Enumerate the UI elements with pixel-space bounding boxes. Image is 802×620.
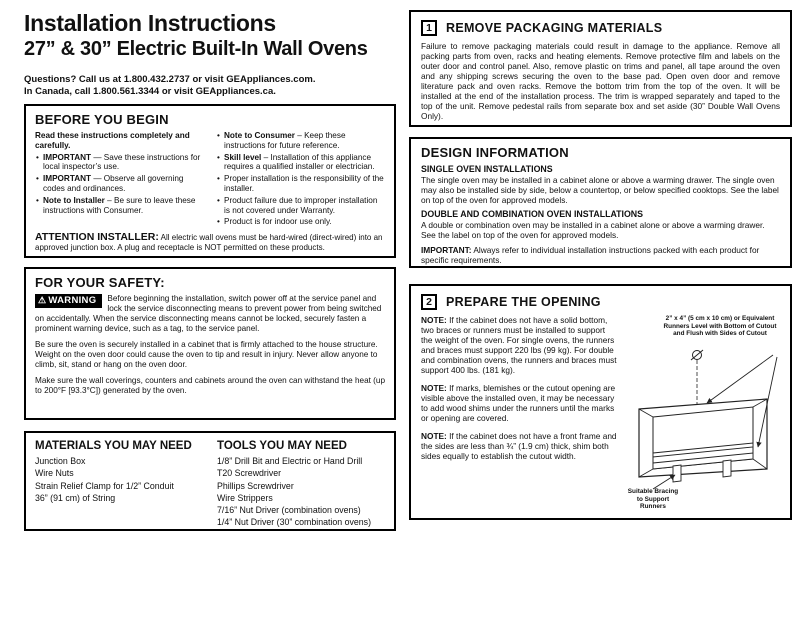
- tools-title: TOOLS YOU MAY NEED: [217, 440, 347, 452]
- item-text: Product is for indoor use only.: [224, 217, 332, 227]
- cabinet-diagram-drawing: [625, 345, 783, 495]
- safety-paragraph-3: Make sure the wall coverings, counters and cabinets around the oven can withstand the heat (up to 200°F [93.3°C]) generated by the oven.: [35, 376, 385, 395]
- step1-title: REMOVE PACKAGING MATERIALS: [446, 21, 663, 35]
- item-text: – Keep these instructions for future reference.: [224, 131, 346, 150]
- note-label: NOTE:: [421, 431, 447, 441]
- list-item: [216, 153, 385, 173]
- contact-line-canada: In Canada, call 1.800.561.3344 or visit GEAppliances.ca.: [24, 86, 276, 97]
- safety-paragraph-2: Be sure the oven is securely installed in a cabinet that is firmly attached to the house structure. Weight on the oven door could cause the oven to tip and result in injury. Never allow anyone to climb, sit, stand or hang on the oven door.: [35, 340, 378, 369]
- list-item: [35, 153, 204, 173]
- warning-icon: ⚠: [38, 295, 47, 305]
- item-text: Proper installation is the responsibility of the installer.: [224, 174, 384, 193]
- list-item: [35, 196, 204, 216]
- bb-right-list: [216, 131, 385, 227]
- tool-item: Phillips Screwdriver: [217, 480, 294, 491]
- tool-item: 1/8” Drill Bit and Electric or Hand Drill: [217, 456, 363, 467]
- step1-number-box: 1: [421, 20, 437, 36]
- note: [421, 431, 617, 461]
- step2-notes: [421, 315, 617, 517]
- item-lead: IMPORTANT: [43, 152, 92, 162]
- step2-content: [421, 315, 780, 517]
- note: [421, 383, 617, 423]
- design-information-box: [409, 137, 792, 268]
- item-lead: Note to Installer: [43, 195, 105, 205]
- double-oven-body: A double or combination oven may be installed in a cabinet alone or above a warming drawer. See the label on top of the oven for approved models.: [421, 220, 765, 240]
- warning-badge: [35, 294, 102, 308]
- double-oven-header: DOUBLE AND COMBINATION OVEN INSTALLATIONS: [421, 209, 644, 219]
- for-your-safety-box: [24, 267, 396, 420]
- step2-number-box: 2: [421, 294, 437, 310]
- materials-title: MATERIALS YOU MAY NEED: [35, 440, 192, 452]
- material-item: Wire Nuts: [35, 468, 74, 479]
- single-oven-body: The single oven may be installed in a cabinet alone or above a warming drawer. The single oven may also be installed side by side, below a countertop, or below specified cooktops. See the label on top of the oven for approved models.: [421, 175, 779, 205]
- doc-title-line2: 27” & 30” Electric Built-In Wall Ovens: [24, 38, 368, 60]
- note-text: If marks, blemishes or the cutout opening are visible above the installed oven, it may be necessary to add wood shims under the runners until the marks or opening are covered.: [421, 383, 616, 423]
- before-you-begin-box: [24, 104, 396, 258]
- tool-item: 1/4” Nut Driver (30” combination ovens): [217, 517, 372, 528]
- item-text: — Save these instructions for local inspector’s use.: [43, 152, 201, 172]
- design-info-title: DESIGN INFORMATION: [421, 145, 569, 160]
- contact-info: [24, 74, 315, 98]
- design-important-note: [421, 245, 780, 265]
- safety-paragraph-1: [35, 294, 385, 334]
- safety-title: FOR YOUR SAFETY:: [35, 275, 165, 290]
- important-text: Always refer to individual installation instructions packed with each product for specific requirements.: [421, 245, 760, 265]
- material-item: 36” (91 cm) of String: [35, 492, 116, 503]
- list-item: [216, 196, 385, 216]
- item-text: Product failure due to improper installation is not covered under Warranty.: [224, 195, 378, 215]
- note-text: If the cabinet does not have a front frame and the sides are less than ¾” (1.9 cm) thick, shim both sides equally to establish the cutout width.: [421, 431, 617, 461]
- step2-prepare-opening-box: [409, 284, 792, 520]
- item-text: — Observe all governing codes and ordinances.: [43, 174, 184, 193]
- warning-label: WARNING: [48, 295, 97, 306]
- step2-header: [421, 294, 780, 310]
- note-text: If the cabinet does not have a solid bottom, two braces or runners must be installed to support the weight of the oven. For single ovens, the runners and braces must support 220 lbs (99 kg). For double and combination ovens, the runners and braces must support 400 lbs. (181 kg).: [421, 315, 617, 375]
- bb-right-column: [216, 131, 385, 229]
- step1-body: Failure to remove packaging materials could result in damage to the appliance. Remove all packing parts from oven, racks and heating elements. Remove protective film and labels on the outer door and control panel. Also, remove plastic on trims and panel, all tape around the oven and any shipping screws securing the oven to the base pad. Open oven door and remove literature pack and oven racks. Remove the bottom trim from the top of the oven. It will be installed at the end of the installation process. The trim is wrapped separately and taped to the top of the unit. Remove pedestal rails from separate box and set aside (30” Double Wall Ovens Only).: [421, 41, 780, 121]
- note-label: NOTE:: [421, 383, 447, 393]
- item-text: – Be sure to leave these instructions with Consumer.: [43, 195, 196, 215]
- attention-text: All electric wall ovens must be hard-wired (direct-wired) into an approved junction box. A plug and receptacle is NOT permitted on these products.: [35, 233, 383, 252]
- bb-left-list: [35, 153, 204, 216]
- attention-installer-note: [35, 233, 385, 252]
- step2-title: PREPARE THE OPENING: [446, 295, 601, 309]
- tool-item: Wire Strippers: [217, 492, 273, 503]
- cabinet-opening-diagram: [625, 315, 780, 517]
- list-item: [216, 174, 385, 194]
- doc-title-line1: Installation Instructions: [24, 10, 276, 36]
- bb-left-column: [35, 131, 204, 229]
- list-item: [35, 174, 204, 194]
- note: [421, 315, 617, 375]
- diagram-bracing-label: Suitable Bracing to Support Runners: [627, 488, 679, 511]
- bb-intro-text: Read these instructions completely and carefully.: [35, 131, 190, 150]
- attention-label: ATTENTION INSTALLER:: [35, 231, 159, 244]
- list-item: [216, 217, 385, 227]
- tool-item: 7/16” Nut Driver (combination ovens): [217, 505, 361, 516]
- material-item: Strain Relief Clamp for 1/2” Conduit: [35, 480, 174, 491]
- important-label: IMPORTANT:: [421, 245, 472, 255]
- materials-column: [35, 440, 203, 522]
- note-label: NOTE:: [421, 315, 447, 325]
- item-lead: Skill level: [224, 152, 262, 162]
- before-you-begin-title: BEFORE YOU BEGIN: [35, 112, 169, 127]
- diagram-runner-label: 2” x 4” (5 cm x 10 cm) or Equivalent Runners Level with Bottom of Cutout and Flush with Sides of Cutout: [663, 315, 777, 338]
- step1-remove-packaging-box: [409, 10, 792, 127]
- tools-column: [217, 440, 372, 528]
- before-you-begin-columns: [35, 131, 385, 229]
- single-oven-header: SINGLE OVEN INSTALLATIONS: [421, 164, 553, 174]
- tool-item: T20 Screwdriver: [217, 468, 282, 479]
- item-lead: Note to Consumer: [224, 131, 295, 140]
- item-lead: IMPORTANT: [43, 174, 92, 184]
- safety-text-1: Before beginning the installation, switch power off at the service panel and lock the service disconnecting means to prevent power from being switched on accidentally. When the service disconnecting means cannot be locked, securely fasten a prominent warning device, such as a tag, to the service panel.: [35, 294, 382, 333]
- item-text: – Installation of this appliance requires a qualified installer or electrician.: [224, 152, 375, 172]
- list-item: [216, 131, 385, 151]
- contact-line-us: Questions? Call us at 1.800.432.2737 or visit GEAppliances.com.: [24, 74, 316, 85]
- step1-header: [421, 20, 780, 36]
- materials-tools-box: [24, 431, 396, 531]
- material-item: Junction Box: [35, 456, 86, 467]
